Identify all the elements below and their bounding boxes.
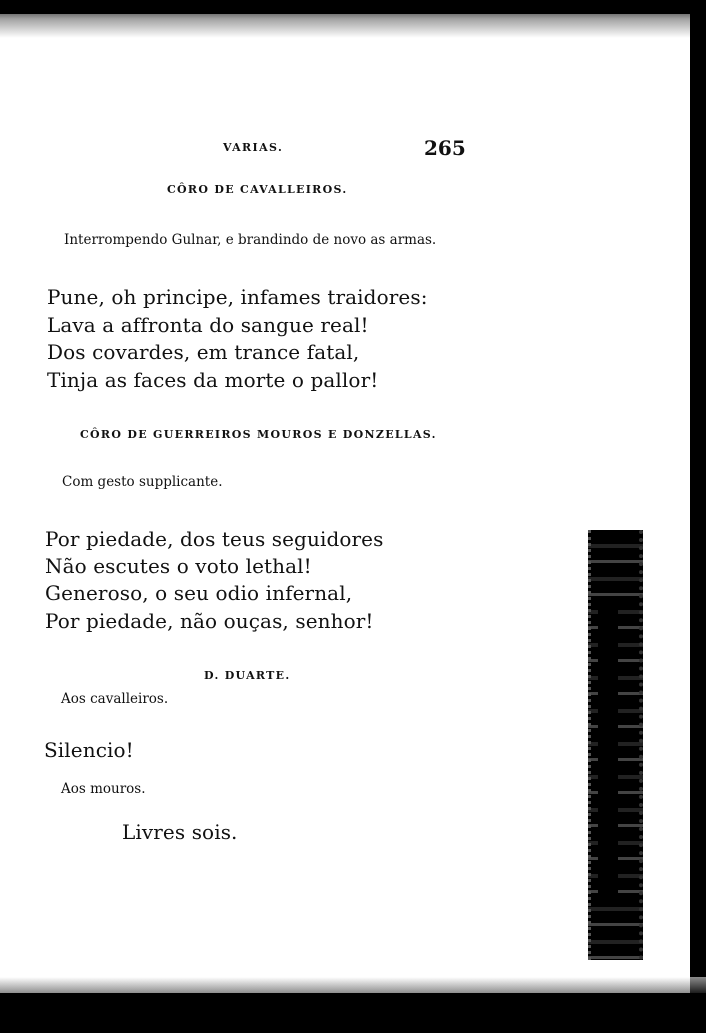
scan-bottom-border [0,993,706,1033]
verse-line: Generoso, o seu odio infernal, [45,581,353,605]
stage-direction: Aos mouros. [61,781,146,797]
verse-line: Lava a affronta do sangue real! [47,313,369,337]
verse-line: Não escutes o voto lethal! [45,554,312,578]
verse-line: Silencio! [44,738,134,762]
verse-line: Por piedade, não ouças, senhor! [45,609,374,633]
verse-line: Livres sois. [122,820,238,844]
verse-line: Pune, oh principe, infames traidores: [47,285,428,309]
page-number: 265 [424,136,466,160]
scan-bottom-shadow [0,977,706,993]
binding-shadow-core [598,600,618,900]
stage-direction: Com gesto supplicante. [62,474,223,490]
verse-line: Tinja as faces da morte o pallor! [47,368,379,392]
scan-top-border [0,0,706,14]
stage-direction: Aos cavalleiros. [61,691,169,707]
speaker-heading: CÔRO DE CAVALLEIROS. [167,183,348,196]
scan-top-shadow [0,14,706,38]
scan-right-border [690,0,706,1033]
speaker-heading: D. DUARTE. [204,669,291,682]
running-head: VARIAS. [223,141,284,154]
verse-line: Por piedade, dos teus seguidores [45,527,384,551]
verse-line: Dos covardes, em trance fatal, [47,340,360,364]
speaker-heading: CÔRO DE GUERREIROS MOUROS E DONZELLAS. [80,428,437,441]
stage-direction: Interrompendo Gulnar, e brandindo de novo as armas. [64,232,437,248]
